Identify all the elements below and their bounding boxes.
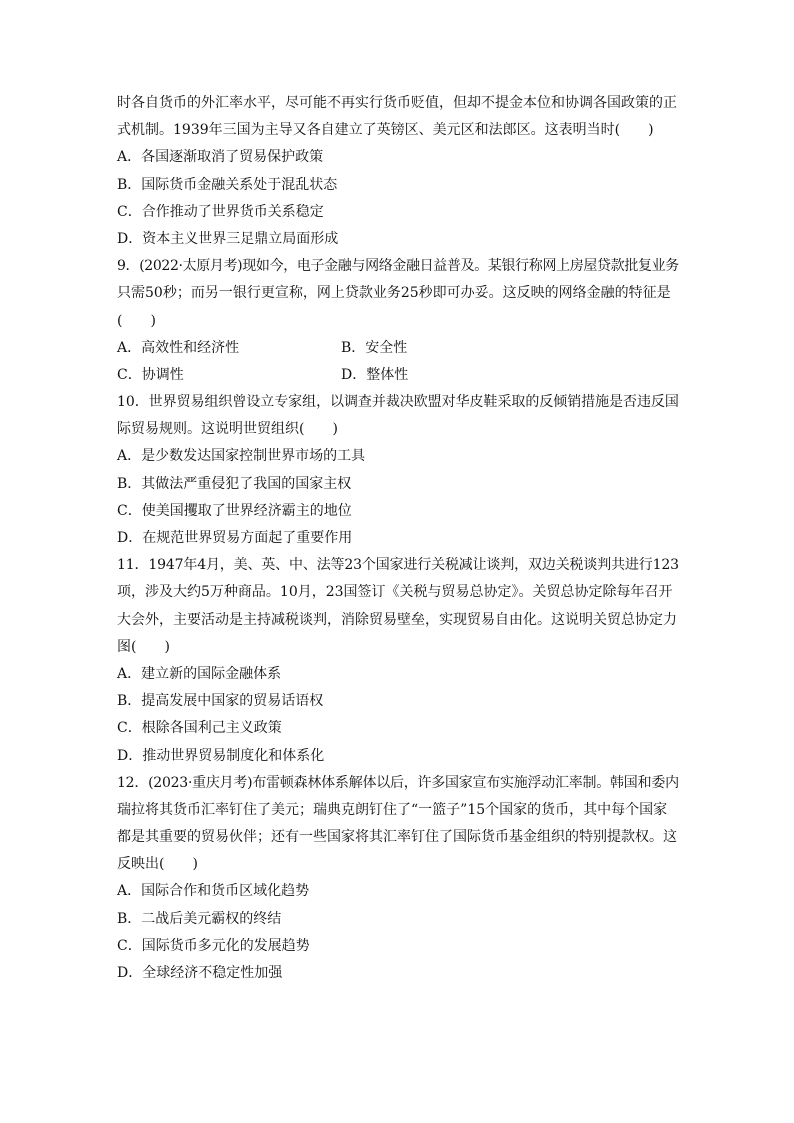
question-9-options-row-1 [117, 335, 679, 362]
question-10-option-a: A．是少数发达国家控制世界市场的工具 [117, 448, 366, 465]
question-9-option-b: B．安全性 [341, 339, 408, 356]
question-12-option-c: C．国际货币多元化的发展趋势 [117, 937, 310, 954]
question-9 [117, 253, 679, 389]
question-12-option-a: A．国际合作和货币区域化趋势 [117, 883, 310, 900]
question-9-line-2: 只需50秒；而另一银行更宣称，网上贷款业务25秒即可办妥。这反映的网络金融的特征是 [117, 285, 671, 302]
question-content [117, 90, 679, 987]
question-9-line-1: 9．(2022·太原月考)现如今，电子金融与网络金融日益普及。某银行称网上房屋贷款批复业务 [117, 258, 679, 275]
question-9-option-a: A．高效性和经济性 [117, 339, 240, 356]
question-12-line-3: 都是其重要的贸易伙伴；还有一些国家将其汇率钉住了国际货币基金组织的特别提款权。这 [117, 829, 677, 846]
question-8-option-a: A．各国逐渐取消了贸易保护政策 [117, 149, 324, 166]
question-12-line-4: 反映出( ) [117, 856, 198, 873]
question-11-option-d: D．推动世界贸易制度化和体系化 [117, 747, 325, 764]
question-10-option-c: C．使美国攫取了世界经济霸主的地位 [117, 502, 352, 519]
question-9-option-d: D．整体性 [341, 366, 409, 383]
question-10-option-d: D．在规范世界贸易方面起了重要作用 [117, 530, 353, 546]
question-12-line-1: 12．(2023·重庆月考)布雷顿森林体系解体以后，许多国家宣布实施浮动汇率制。韩国和委内 [117, 774, 679, 791]
question-11-option-a: A．建立新的国际金融体系 [117, 665, 282, 682]
question-11-line-2: 项，涉及大约5万种商品。10月，23国签订《关税与贸易总协定》。关贸总协定除每年召开 [117, 584, 673, 601]
question-8-option-b: B．国际货币金融关系处于混乱状态 [117, 176, 338, 193]
question-9-line-3: ( ) [117, 312, 156, 329]
question-12 [117, 770, 679, 988]
question-8-line-2: 式机制。1939年三国为主导又各自建立了英镑区、美元区和法郎区。这表明当时( ) [117, 122, 654, 139]
question-11-option-b: B．提高发展中国家的贸易话语权 [117, 693, 324, 710]
question-9-options-row-2 [117, 362, 679, 389]
question-10-option-b: B．其做法严重侵犯了我国的国家主权 [117, 475, 352, 492]
question-12-option-d: D．全球经济不稳定性加强 [117, 965, 283, 981]
question-12-option-b: B．二战后美元霸权的终结 [117, 910, 282, 927]
question-11-line-4: 图( ) [117, 638, 170, 655]
question-10 [117, 389, 679, 552]
question-11 [117, 552, 679, 770]
question-10-line-1: 10．世界贸易组织曾设立专家组，以调查并裁决欧盟对华皮鞋采取的反倾销措施是否违反国 [117, 394, 679, 411]
question-8-option-c: C．合作推动了世界货币关系稳定 [117, 203, 324, 220]
question-11-option-c: C．根除各国利己主义政策 [117, 720, 282, 737]
question-8-continuation [117, 90, 679, 253]
question-8-line-1: 时各自货币的外汇率水平，尽可能不再实行货币贬值，但却不提金本位和协调各国政策的正 [117, 95, 677, 111]
question-11-line-3: 大会外，主要活动是主持减税谈判，消除贸易壁垒，实现贸易自由化。这说明关贸总协定力 [117, 611, 677, 628]
question-11-line-1: 11．1947年4月，美、英、中、法等23个国家进行关税减让谈判，双边关税谈判共进行123 [117, 557, 679, 574]
question-9-option-c: C．协调性 [117, 366, 184, 383]
question-8-option-d: D．资本主义世界三足鼎立局面形成 [117, 230, 339, 247]
question-12-line-2: 瑞拉将其货币汇率钉住了美元；瑞典克朗钉住了“一篮子”15个国家的货币，其中每个国家 [117, 801, 668, 818]
question-10-line-2: 际贸易规则。这说明世贸组织( ) [117, 421, 338, 438]
